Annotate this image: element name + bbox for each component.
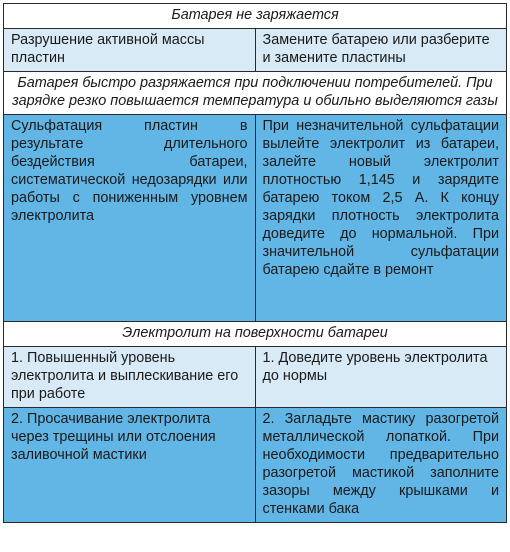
remedy-cell: 2. Загладьте мастику разогретой металлической лопаткой. При необходимости предварительно разогретой мастикой заполните зазоры между крышками и стенками бака — [255, 408, 507, 523]
remedy-cell: Замените батарею или разберите и замените пластины — [255, 29, 507, 72]
section-header-row — [4, 4, 507, 29]
cause-cell: Сульфатация пластин в результате длительного бездействия батареи, систематической недозарядки или работы с пониженным уровнем электролита — [4, 115, 256, 322]
section-header: Батарея быстро разряжается при подключении потребителей. При зарядке резко повышается температура и обильно выделяются газы — [4, 72, 507, 115]
cause-cell: Разрушение активной массы пластин — [4, 29, 256, 72]
table-row — [4, 29, 507, 72]
section-header-row — [4, 72, 507, 115]
section-header-row — [4, 322, 507, 347]
table-row — [4, 408, 507, 523]
cause-cell: 1. Повышенный уровень электролита и выплескивание его при работе — [4, 347, 256, 408]
cause-cell: 2. Просачивание электролита через трещины или отслоения заливочной мастики — [4, 408, 256, 523]
troubleshooting-table — [3, 3, 507, 523]
table-row — [4, 347, 507, 408]
remedy-cell: 1. Доведите уровень электролита до нормы — [255, 347, 507, 408]
section-header: Батарея не заряжается — [4, 4, 507, 29]
section-header: Электролит на поверхности батареи — [4, 322, 507, 347]
table-row — [4, 115, 507, 322]
remedy-cell: При незначительной сульфатации вылейте электролит из батареи, залейте новый электролит плотностью 1,145 и зарядите батарею током 2,5 А. К концу зарядки плотность электролита доведите до нормальной. При значительной сульфатации батарею сдайте в ремонт — [255, 115, 507, 322]
